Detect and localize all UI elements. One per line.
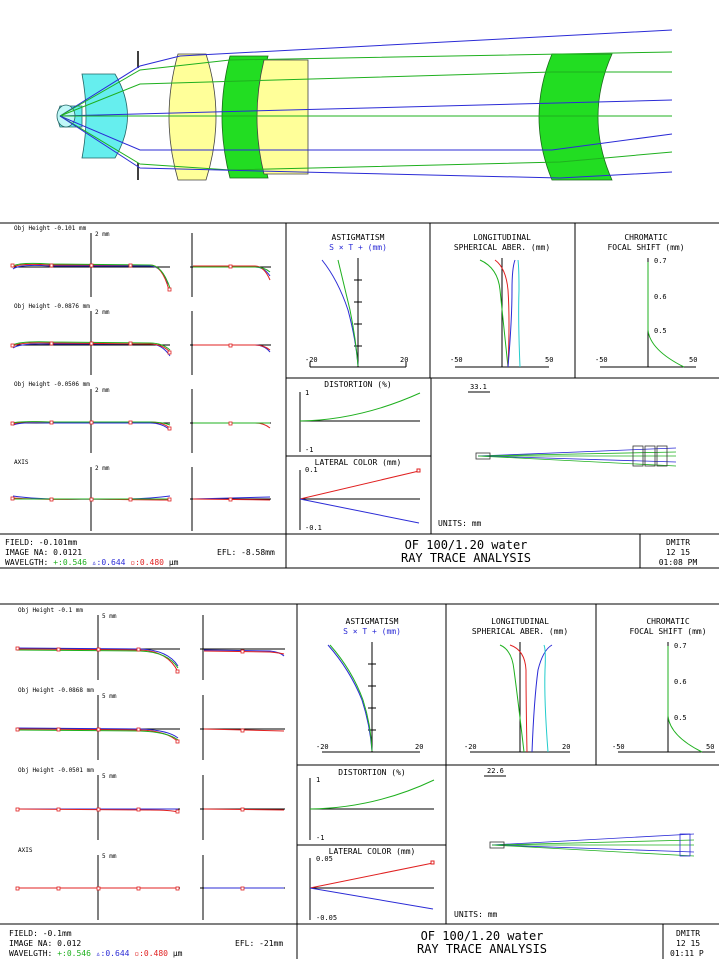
date-label: 12 15 — [665, 548, 691, 557]
report-1 — [0, 223, 719, 568]
fan-scale: 2 mm — [95, 309, 110, 316]
fan-label: Obj Height -0.0506 mm — [14, 381, 90, 388]
date-label: 12 15 — [676, 939, 701, 948]
distortion-bottom: -1 — [316, 834, 325, 842]
wavelength-unit: μm — [168, 558, 179, 567]
chromatic-title-2: FOCAL SHIFT (mm) — [607, 243, 685, 252]
spherical-min: -20 — [464, 743, 477, 751]
fan-scale: 2 mm — [95, 465, 110, 472]
fan-label: Obj Height -0.101 mm — [14, 225, 87, 232]
lateral-top: 0.05 — [316, 855, 333, 863]
fan-label: Obj Height -0.0876 mm — [14, 303, 90, 310]
astigmatism-plot — [305, 233, 408, 367]
efl-label: EFL: -8.58mm — [217, 548, 275, 557]
wavelength-green: +:0.546 — [53, 558, 87, 567]
fan-label: Obj Height -0.0868 mm — [18, 687, 94, 694]
astig-min: -20 — [316, 743, 329, 751]
lateral-color-plot — [310, 847, 434, 922]
fan-scale: 2 mm — [95, 231, 110, 238]
lens-layout-diagram — [57, 30, 672, 180]
report-footer — [9, 929, 704, 958]
chromatic-tick: 0.6 — [654, 293, 667, 301]
chromatic-focal-shift-plot — [595, 233, 697, 367]
distortion-top: 1 — [316, 776, 321, 784]
distortion-plot — [300, 380, 420, 454]
wavelength-unit: μm — [172, 949, 183, 958]
wavelength-line — [9, 949, 183, 958]
fan-scale: 2 mm — [95, 387, 110, 394]
fan-scale: 5 mm — [102, 773, 117, 780]
fan-scale: 5 mm — [102, 613, 117, 620]
ray-fan-plots — [11, 225, 271, 531]
lateral-top: 0.1 — [305, 466, 318, 474]
report-footer — [5, 538, 697, 567]
fan-scale: 5 mm — [102, 853, 117, 860]
chromatic-title: CHROMATIC — [624, 233, 668, 242]
wavelength-label: WAVELGTH: — [9, 949, 53, 958]
chromatic-tick: 0.5 — [674, 714, 687, 722]
time-label: 01:08 PM — [658, 558, 698, 567]
wavelength-red: ▫:0.480 — [134, 949, 168, 958]
spherical-title: LONGITUDINAL — [473, 233, 531, 242]
wavelength-green: +:0.546 — [57, 949, 91, 958]
report-subtitle: RAY TRACE ANALYSIS — [416, 942, 548, 956]
wavelength-red: ▫:0.480 — [130, 558, 164, 567]
lens-yellow-2 — [257, 60, 308, 174]
mini-lens-layout — [438, 383, 676, 528]
chromatic-tick: 0.7 — [654, 257, 667, 265]
chromatic-title: CHROMATIC — [646, 617, 690, 626]
spherical-title: LONGITUDINAL — [491, 617, 549, 626]
spherical-aberration-plot — [450, 233, 553, 367]
report-title: OF 100/1.20 water — [420, 929, 544, 943]
distortion-bottom: -1 — [305, 446, 314, 454]
image-na-label: IMAGE NA: 0.012 — [9, 939, 82, 948]
chromatic-max: 50 — [706, 743, 715, 751]
chromatic-tick: 0.7 — [674, 642, 687, 650]
report-2 — [0, 604, 719, 959]
fan-label: Obj Height -0.0501 mm — [18, 767, 94, 774]
chromatic-focal-shift-plot — [612, 617, 715, 752]
lateral-title: LATERAL COLOR (mm) — [314, 458, 402, 467]
report-subtitle: RAY TRACE ANALYSIS — [400, 551, 532, 565]
efl-label: EFL: -21mm — [235, 939, 284, 948]
author-label: DMITR — [665, 538, 691, 547]
astigmatism-legend: S × T + (mm) — [329, 243, 387, 252]
astigmatism-legend: S × T + (mm) — [343, 627, 401, 636]
image-na-label: IMAGE NA: 0.0121 — [5, 548, 83, 557]
chromatic-min: -50 — [595, 356, 608, 364]
wavelength-blue: ▵:0.644 — [91, 558, 126, 567]
distortion-plot — [310, 768, 434, 842]
field-label: FIELD: -0.101mm — [5, 538, 78, 547]
chromatic-tick: 0.6 — [674, 678, 687, 686]
wavelength-label: WAVELGTH: — [5, 558, 49, 567]
spherical-title-2: SPHERICAL ABER. (mm) — [453, 243, 551, 252]
distortion-title: DISTORTION (%) — [324, 380, 392, 389]
wavelength-line — [5, 558, 179, 567]
chromatic-title-2: FOCAL SHIFT (mm) — [629, 627, 707, 636]
lateral-color-plot — [300, 458, 420, 532]
astigmatism-title: ASTIGMATISM — [345, 617, 399, 626]
astig-max: 20 — [400, 356, 409, 364]
spherical-title-2: SPHERICAL ABER. (mm) — [471, 627, 569, 636]
field-label: FIELD: -0.1mm — [9, 929, 72, 938]
time-label: 01:11 P — [670, 949, 704, 958]
spherical-max: 50 — [545, 356, 554, 364]
lens-yellow-1 — [169, 54, 216, 180]
lateral-bottom: -0.05 — [316, 914, 338, 922]
distortion-top: 1 — [305, 389, 310, 397]
astig-min: -20 — [305, 356, 318, 364]
spherical-aberration-plot — [464, 617, 570, 752]
report-title: OF 100/1.20 water — [404, 538, 528, 552]
fan-label: AXIS — [18, 847, 33, 854]
chromatic-max: 50 — [689, 356, 698, 364]
mini-lens-layout — [454, 767, 694, 919]
distortion-title: DISTORTION (%) — [338, 768, 406, 777]
astigmatism-title: ASTIGMATISM — [331, 233, 385, 242]
spherical-min: -50 — [450, 356, 463, 364]
wavelength-blue: ▵:0.644 — [95, 949, 130, 958]
lateral-title: LATERAL COLOR (mm) — [328, 847, 416, 856]
astig-max: 20 — [415, 743, 424, 751]
fan-label: Obj Height -0.1 mm — [18, 607, 84, 614]
fan-scale: 5 mm — [102, 693, 117, 700]
fan-label: AXIS — [14, 459, 29, 466]
spherical-max: 20 — [562, 743, 571, 751]
chromatic-min: -50 — [612, 743, 625, 751]
scale-bar-label: 33.1 — [470, 383, 487, 391]
ray-fan-plots — [16, 607, 285, 920]
chromatic-tick: 0.5 — [654, 327, 667, 335]
units-label: UNITS: mm — [438, 519, 482, 528]
author-label: DMITR — [676, 929, 701, 938]
units-label: UNITS: mm — [454, 910, 498, 919]
lateral-bottom: -0.1 — [305, 524, 322, 532]
astigmatism-plot — [316, 617, 423, 752]
scale-bar-label: 22.6 — [487, 767, 504, 775]
